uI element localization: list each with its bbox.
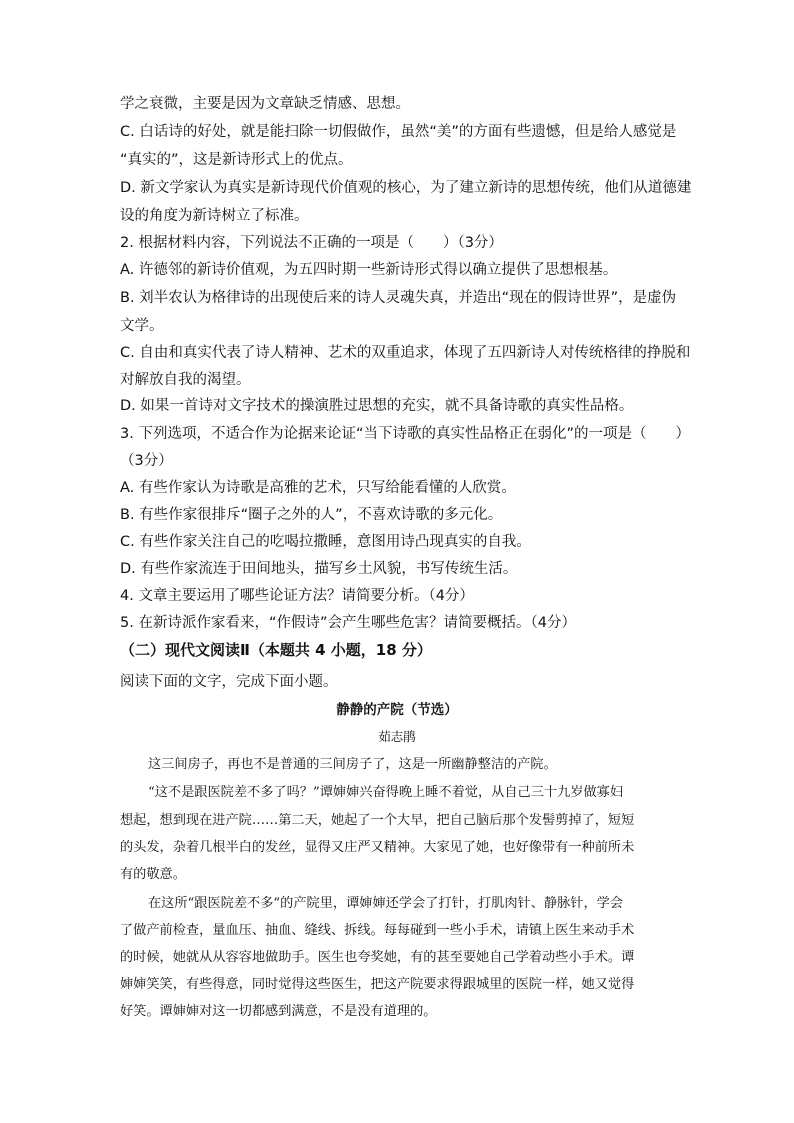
story-paragraph-1: 这三间房子，再也不是普通的三间房子了，这是一所幽静整洁的产院。 — [148, 757, 557, 772]
q2-option-b: B. 刘半农认为格律诗的出现使后来的诗人灵魂失真，并造出“现在的假诗世界”，是虚伪 — [120, 290, 677, 306]
question-4: 4. 文章主要运用了哪些论证方法？请简要分析。（4分） — [120, 588, 474, 604]
question-5: 5. 在新诗派作家看来，“作假诗”会产生哪些危害？请简要概括。（4分） — [120, 615, 576, 631]
question-3-score: （3分） — [120, 453, 173, 469]
q3-option-b: B. 有些作家很排斥“圈子之外的人”，不喜欢诗歌的多元化。 — [120, 507, 503, 523]
story-line: 好笑。谭婶婶对这一切都感到满意，不是没有道理的。 — [120, 1004, 437, 1019]
instruction-line: 阅读下面的文字，完成下面小题。 — [120, 674, 338, 690]
section-heading: （二）现代文阅读Ⅱ（本题共 4 小题，18 分） — [120, 641, 432, 659]
option-d-line: D. 新文学家认为真实是新诗现代价值观的核心，为了建立新诗的思想传统，他们从道德建 — [120, 180, 692, 196]
q3-option-d: D. 有些作家流连于田间地头，描写乡土风貌，书写传统生活。 — [120, 561, 518, 577]
q2-option-d: D. 如果一首诗对文字技术的操演胜过思想的充实，就不具备诗歌的真实性品格。 — [120, 398, 634, 414]
q3-option-c: C. 有些作家关注自己的吃喝拉撒睡，意图用诗凸现真实的自我。 — [120, 534, 531, 550]
story-line: 的头发，杂着几根半白的发丝，显得又庄严又精神。大家见了她，也好像带有一种前所未 — [120, 840, 635, 855]
q2-option-a: A. 许德邻的新诗价值观，为五四时期一些新诗形式得以确立提供了思想根基。 — [120, 262, 618, 278]
story-paragraph-3: 在这所“跟医院差不多”的产院里，谭婶婶还学会了打针，打肌肉针、静脉针，学会 — [148, 896, 624, 911]
option-c-continuation: “真实的”，这是新诗形式上的优点。 — [120, 152, 353, 168]
q2-option-c-continuation: 对解放自我的渴望。 — [120, 372, 251, 388]
q3-option-a: A. 有些作家认为诗歌是高雅的艺术，只写给能看懂的人欣赏。 — [120, 480, 516, 496]
story-title: 静静的产院（节选） — [336, 702, 458, 718]
story-line: 婶婶笑笑，有些得意，同时觉得这些医生，把这产院要求得跟城里的医院一样，她又觉得 — [120, 977, 635, 992]
q2-option-b-continuation: 文学。 — [120, 318, 164, 334]
story-line: 想起，想到现在进产院……第二天，她起了一个大早，把自己脑后那个发髻剪掉了，短短 — [120, 813, 635, 828]
story-line: 了做产前检查，量血压、抽血、缝线、拆线。每每碰到一些小手术，请镇上医生来动手术 — [120, 923, 635, 938]
story-line: 有的敬意。 — [120, 867, 186, 882]
question-3: 3. 下列选项，不适合作为论据来论证“当下诗歌的真实性品格正在弱化”的一项是（ ） — [120, 426, 690, 442]
q2-option-c: C. 自由和真实代表了诗人精神、艺术的双重追求，体现了五四新诗人对传统格律的挣脱和 — [120, 345, 691, 361]
passage-line: 学之衰微，主要是因为文章缺乏情感、思想。 — [120, 96, 410, 112]
story-line: 的时候，她就从从容容地做助手。医生也夸奖她，有的甚至要她自己学着动些小手术。谭 — [120, 950, 635, 965]
option-c-line: C. 白话诗的好处，就是能扫除一切假做作，虽然“美”的方面有些遗憾，但是给人感觉是 — [120, 124, 677, 140]
story-paragraph-2: “这不是跟医院差不多了吗？”谭婶婶兴奋得晚上睡不着觉，从自己三十九岁做寡妇 — [148, 785, 624, 800]
question-2: 2. 根据材料内容，下列说法不正确的一项是（ ）（3分） — [120, 235, 503, 251]
option-d-continuation: 设的角度为新诗树立了标准。 — [120, 208, 309, 224]
story-author: 茹志鹃 — [378, 729, 416, 744]
